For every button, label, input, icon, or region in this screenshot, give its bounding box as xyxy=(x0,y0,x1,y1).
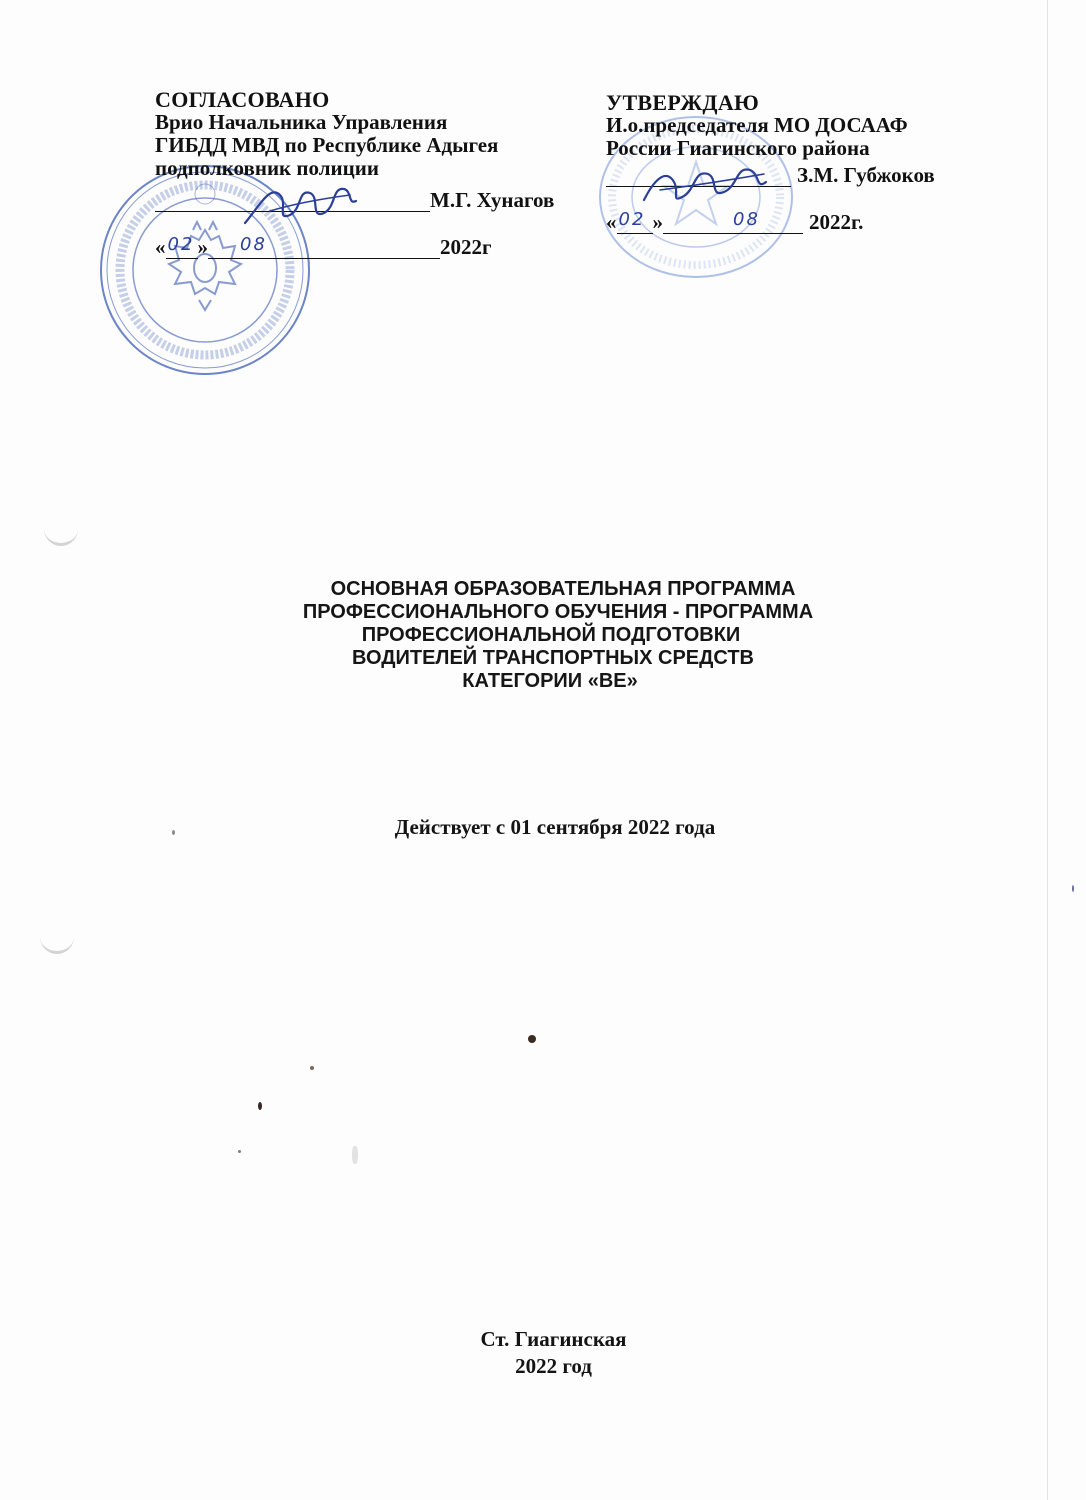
handwritten-date-month: 08 xyxy=(240,234,267,255)
footer-place: Ст. Гиагинская xyxy=(480,1327,627,1351)
scan-speck xyxy=(258,1102,262,1110)
effective-date: Действует с 01 сентября 2022 года xyxy=(394,815,716,839)
agreed-date-row xyxy=(155,236,595,259)
agreed-rank: подполковник полиции xyxy=(155,156,379,180)
date-open-quote: « xyxy=(606,210,617,234)
approved-heading: УТВЕРЖДАЮ xyxy=(606,90,760,115)
document-footer xyxy=(0,1326,1086,1380)
document-title xyxy=(0,578,1086,693)
scan-speck xyxy=(310,1066,314,1070)
title-line-5: КАТЕГОРИИ «ВЕ» xyxy=(462,670,638,692)
agreed-position-line-2: ГИБДД МВД по Республике Адыгея xyxy=(155,133,499,157)
date-close-quote: » xyxy=(197,235,208,259)
date-day-blank xyxy=(617,209,653,234)
scan-speck xyxy=(352,1146,358,1164)
title-line-1: ОСНОВНАЯ ОБРАЗОВАТЕЛЬНАЯ ПРОГРАММА xyxy=(330,578,796,600)
scan-speck xyxy=(172,830,175,835)
date-close-quote: » xyxy=(652,210,663,234)
approved-position-line-1: И.о.председателя МО ДОСААФ xyxy=(606,113,908,137)
approved-position-line-2: России Гиагинского района xyxy=(606,136,870,160)
scan-speck xyxy=(1072,885,1074,892)
approved-signer-name: З.М. Губжоков xyxy=(797,163,935,187)
title-line-2: ПРОФЕССИОНАЛЬНОГО ОБУЧЕНИЯ - ПРОГРАММА xyxy=(302,601,814,623)
handwritten-date-month: 08 xyxy=(733,209,760,230)
punch-hole-mark xyxy=(44,527,78,546)
agreed-signature-row xyxy=(155,189,595,212)
agreed-date-year: 2022г xyxy=(440,235,492,259)
punch-hole-mark xyxy=(40,935,74,954)
scan-speck xyxy=(238,1150,241,1153)
handwritten-signature-right xyxy=(640,160,770,215)
title-line-4: ВОДИТЕЛЕЙ ТРАНСПОРТНЫХ СРЕДСТВ xyxy=(352,647,754,669)
date-month-blank xyxy=(208,234,440,259)
approval-block-agreed xyxy=(155,88,595,259)
approved-date-year: 2022г. xyxy=(809,210,864,234)
date-month-blank xyxy=(663,209,803,234)
handwritten-date-day: 02 xyxy=(618,209,646,230)
agreed-position-line-1: Врио Начальника Управления xyxy=(155,110,448,134)
scan-speck xyxy=(528,1035,536,1043)
title-line-3: ПРОФЕССИОНАЛЬНОЙ ПОДГОТОВКИ xyxy=(361,624,741,646)
fold-line xyxy=(1047,0,1048,1500)
agreed-signer-name: М.Г. Хунагов xyxy=(430,188,555,212)
date-day-blank xyxy=(166,234,198,259)
date-open-quote: « xyxy=(155,235,166,259)
footer-year: 2022 год xyxy=(515,1354,592,1378)
handwritten-signature-left xyxy=(240,175,360,235)
agreed-heading: СОГЛАСОВАНО xyxy=(155,87,330,112)
handwritten-date-day: 02 xyxy=(167,234,195,255)
